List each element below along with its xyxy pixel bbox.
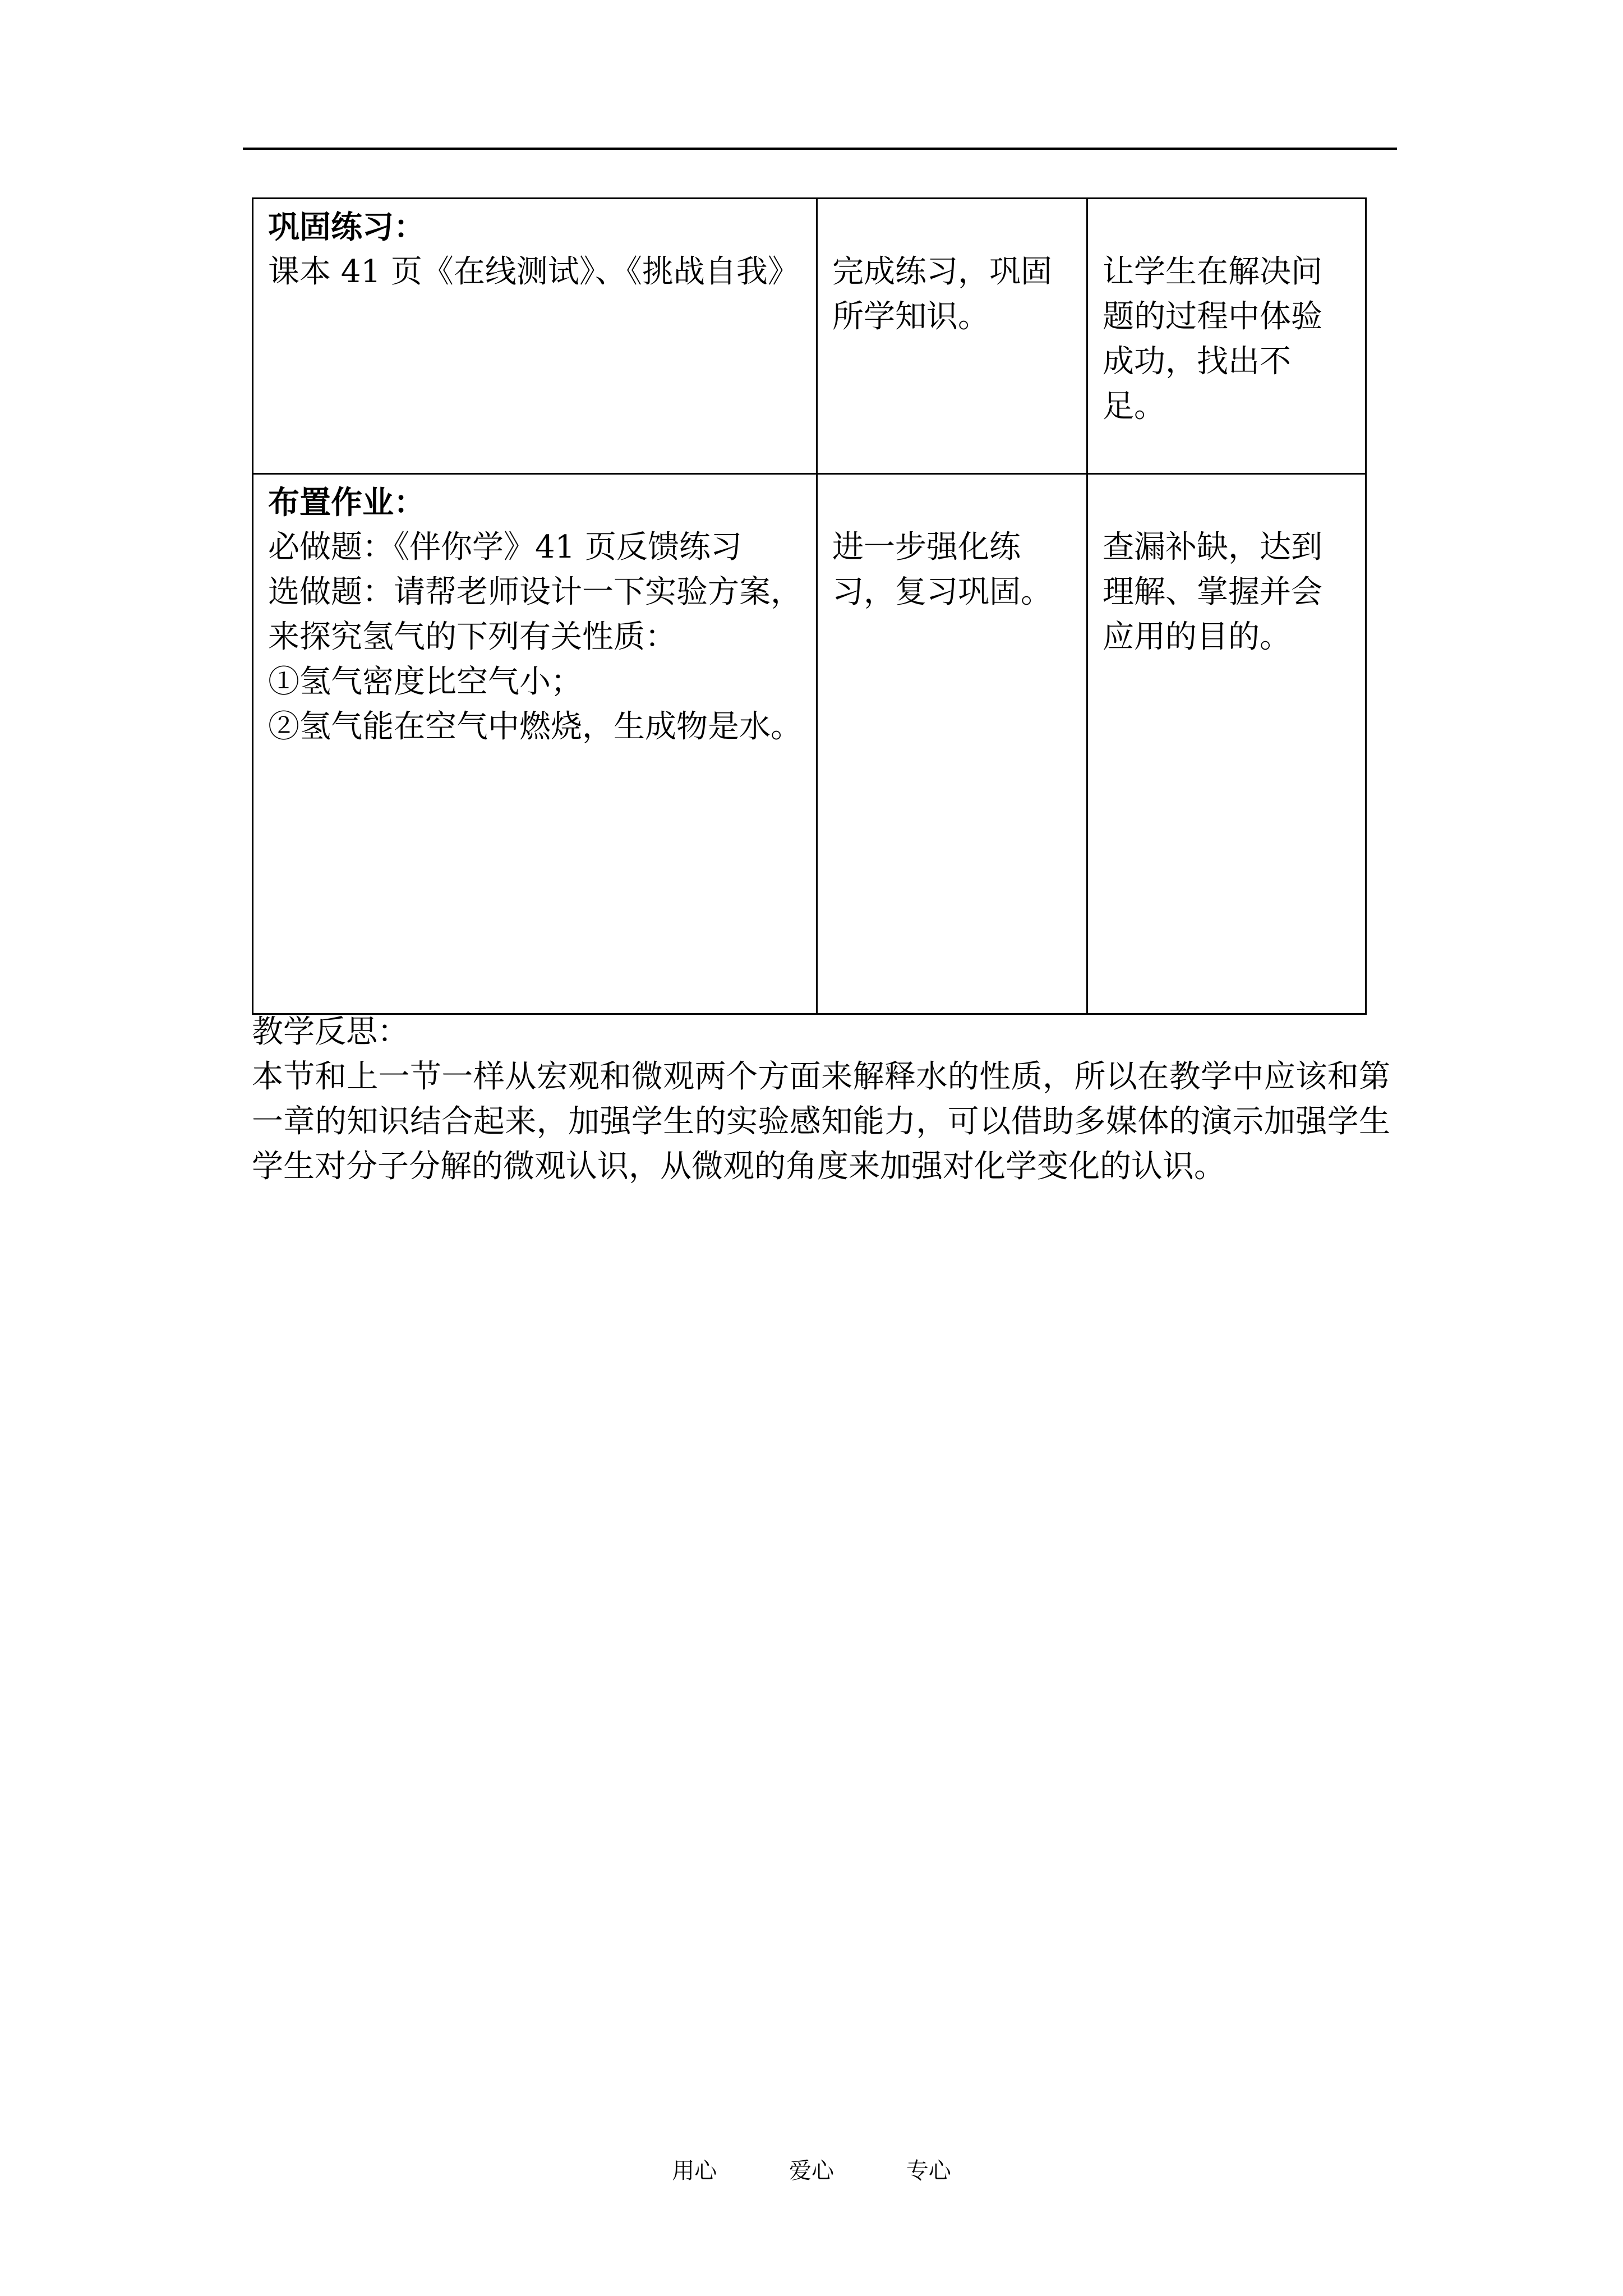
student-activity-cell bbox=[817, 474, 1087, 1014]
activity-line: ①氢气密度比空气小； bbox=[268, 664, 582, 700]
design-intent-cell bbox=[1087, 474, 1366, 1014]
reflection-heading: 教学反思： bbox=[252, 1014, 409, 1050]
student-activity-cell bbox=[817, 199, 1087, 474]
student-activity-text: 进一步强化练习，复习巩固。 bbox=[832, 529, 1052, 610]
design-intent-text: 让学生在解决问题的过程中体验成功，找出不足。 bbox=[1103, 254, 1322, 425]
table-row bbox=[253, 474, 1366, 1014]
design-intent-text: 查漏补缺，达到理解、掌握并会应用的目的。 bbox=[1103, 529, 1322, 655]
activity-line: 来探究氢气的下列有关性质： bbox=[268, 619, 676, 655]
teaching-reflection bbox=[252, 1010, 1390, 1189]
reflection-text: 本节和上一节一样从宏观和微观两个方面来解释水的性质，所以在教学中应该和第一章的知识结合起来，加强学生的实验感知能力，可以借助多媒体的演示加强学生学生对分子分解的微观认识，从微观的角度来加强对化学变化的认识。 bbox=[252, 1059, 1390, 1185]
design-intent-cell bbox=[1087, 199, 1366, 474]
footer-word: 专心 bbox=[906, 2158, 951, 2184]
page-footer bbox=[0, 2153, 1623, 2185]
lesson-plan-table bbox=[252, 197, 1367, 1015]
activity-line: 必做题：《伴你学》41 页反馈练习 bbox=[268, 529, 743, 565]
student-activity-text: 完成练习，巩固所学知识。 bbox=[832, 254, 1052, 335]
activity-line: 选做题：请帮老师设计一下实验方案， bbox=[268, 574, 802, 610]
header-rule bbox=[243, 148, 1397, 150]
activity-line: 课本 41 页《在线测试》、《挑战自我》 bbox=[268, 254, 799, 290]
activity-line: ②氢气能在空气中燃烧，生成物是水。 bbox=[268, 708, 802, 745]
table-row bbox=[253, 199, 1366, 474]
footer-word: 用心 bbox=[672, 2158, 717, 2184]
section-title: 布置作业： bbox=[268, 484, 425, 521]
section-title: 巩固练习： bbox=[268, 209, 425, 246]
activity-cell bbox=[253, 199, 817, 474]
footer-word: 爱心 bbox=[789, 2158, 834, 2184]
activity-cell bbox=[253, 474, 817, 1014]
